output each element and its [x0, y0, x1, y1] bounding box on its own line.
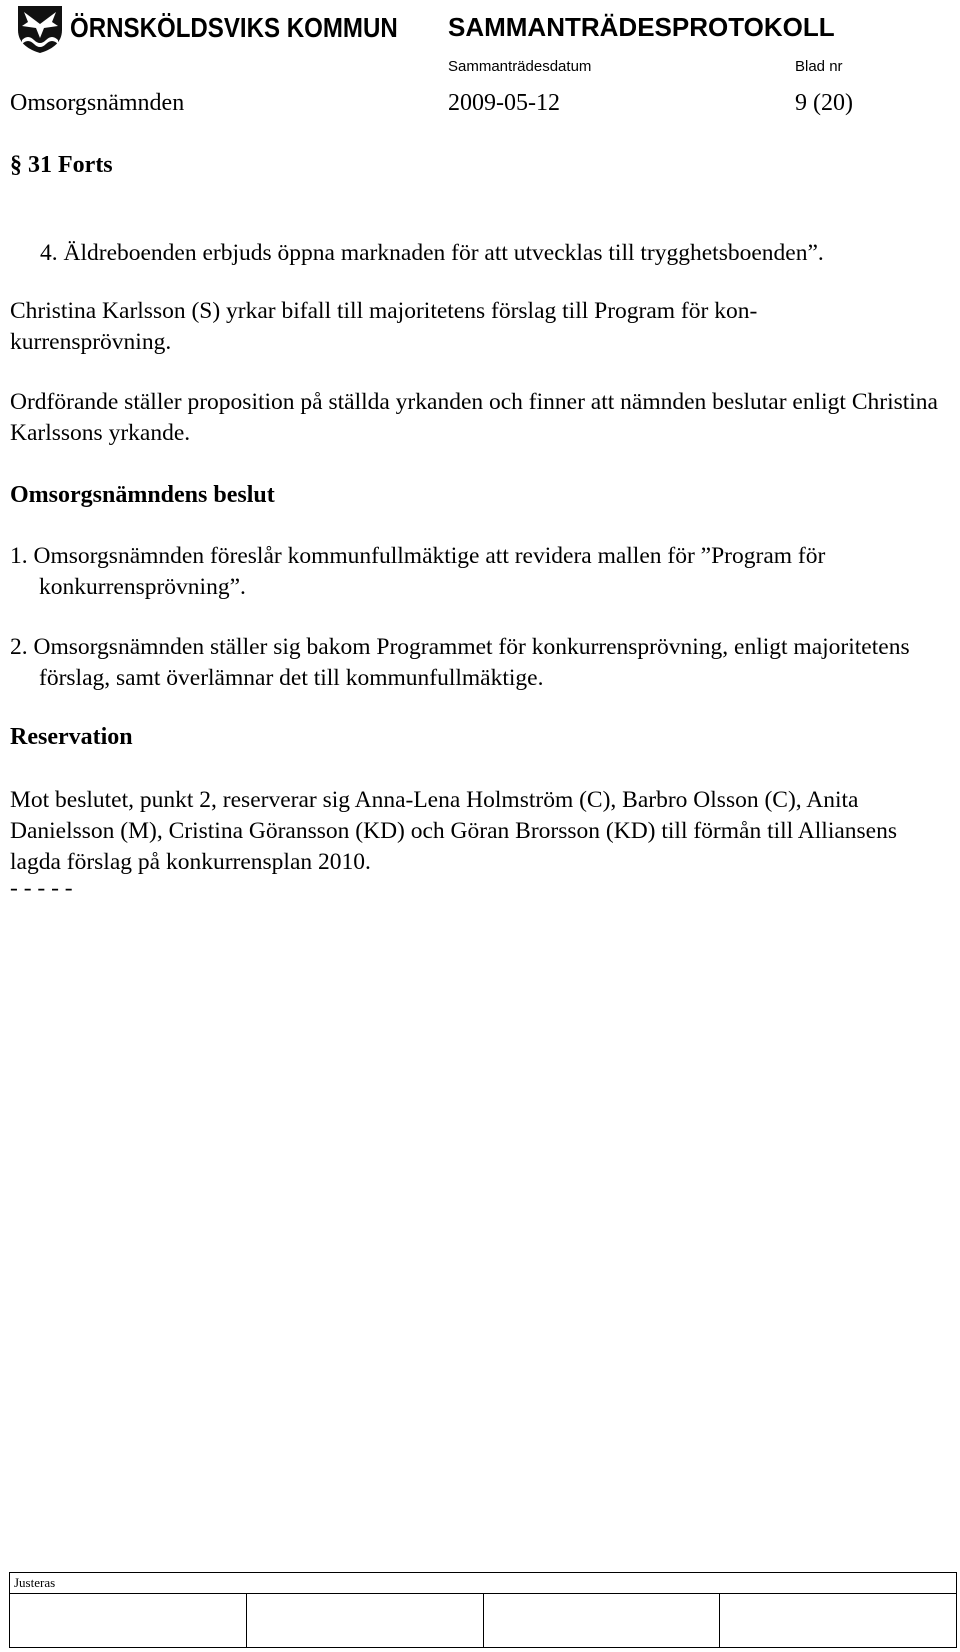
paragraph-chair-proposition: Ordförande ställer proposition på ställda yrkanden och finner att nämnden beslutar enligt Christina Karlssons yrkande. — [10, 389, 938, 446]
page-number: 9 (20) — [795, 90, 853, 116]
page-number-label: Blad nr — [795, 58, 843, 75]
committee-name: Omsorgsnämnden — [10, 90, 185, 116]
reservation-paragraph: Mot beslutet, punkt 2, reserverar sig Anna-Lena Holmström (C), Barbro Olsson (C), Anita Danielsson (M), Cristina Göransson (KD) och Göran Brorsson (KD) till förmån till Alliansens lagda förslag på konkurrensplan 2010. — [10, 787, 897, 875]
signature-cell[interactable] — [484, 1594, 721, 1647]
justeras-signature-table — [9, 1572, 957, 1648]
meeting-date-label: Sammanträdesdatum — [448, 58, 592, 75]
decision-item-1: 1. Omsorgsnämnden föreslår kommunfullmäktige att revidera mallen för ”Program för konkurrensprövning”. — [10, 543, 826, 600]
paragraph-christina-motion: Christina Karlsson (S) yrkar bifall till majoritetens förslag till Program för kon- kurrensprövning. — [10, 298, 758, 355]
meeting-date: 2009-05-12 — [448, 90, 560, 116]
section-end-dashes: - - - - - — [10, 875, 73, 901]
decision-item-2: 2. Omsorgsnämnden ställer sig bakom Programmet för konkurrensprövning, enligt majoritetens förslag, samt överlämnar det till kommunfullmäktige. — [10, 634, 910, 691]
signature-cell[interactable] — [247, 1594, 484, 1647]
municipal-coat-of-arms-icon — [14, 4, 66, 54]
signature-row — [10, 1593, 956, 1647]
document-type: SAMMANTRÄDESPROTOKOLL — [448, 12, 835, 42]
justeras-label: Justeras — [14, 1575, 56, 1590]
section-heading: § 31 Forts — [10, 152, 113, 178]
decision-heading: Omsorgsnämndens beslut — [10, 482, 275, 508]
signature-cell[interactable] — [720, 1594, 956, 1647]
list-item-4: 4. Äldreboenden erbjuds öppna marknaden för att utvecklas till trygghetsboenden”. — [40, 240, 824, 266]
signature-cell[interactable] — [10, 1594, 247, 1647]
municipality-name: ÖRNSKÖLDSVIKS KOMMUN — [70, 12, 398, 43]
reservation-heading: Reservation — [10, 724, 133, 750]
